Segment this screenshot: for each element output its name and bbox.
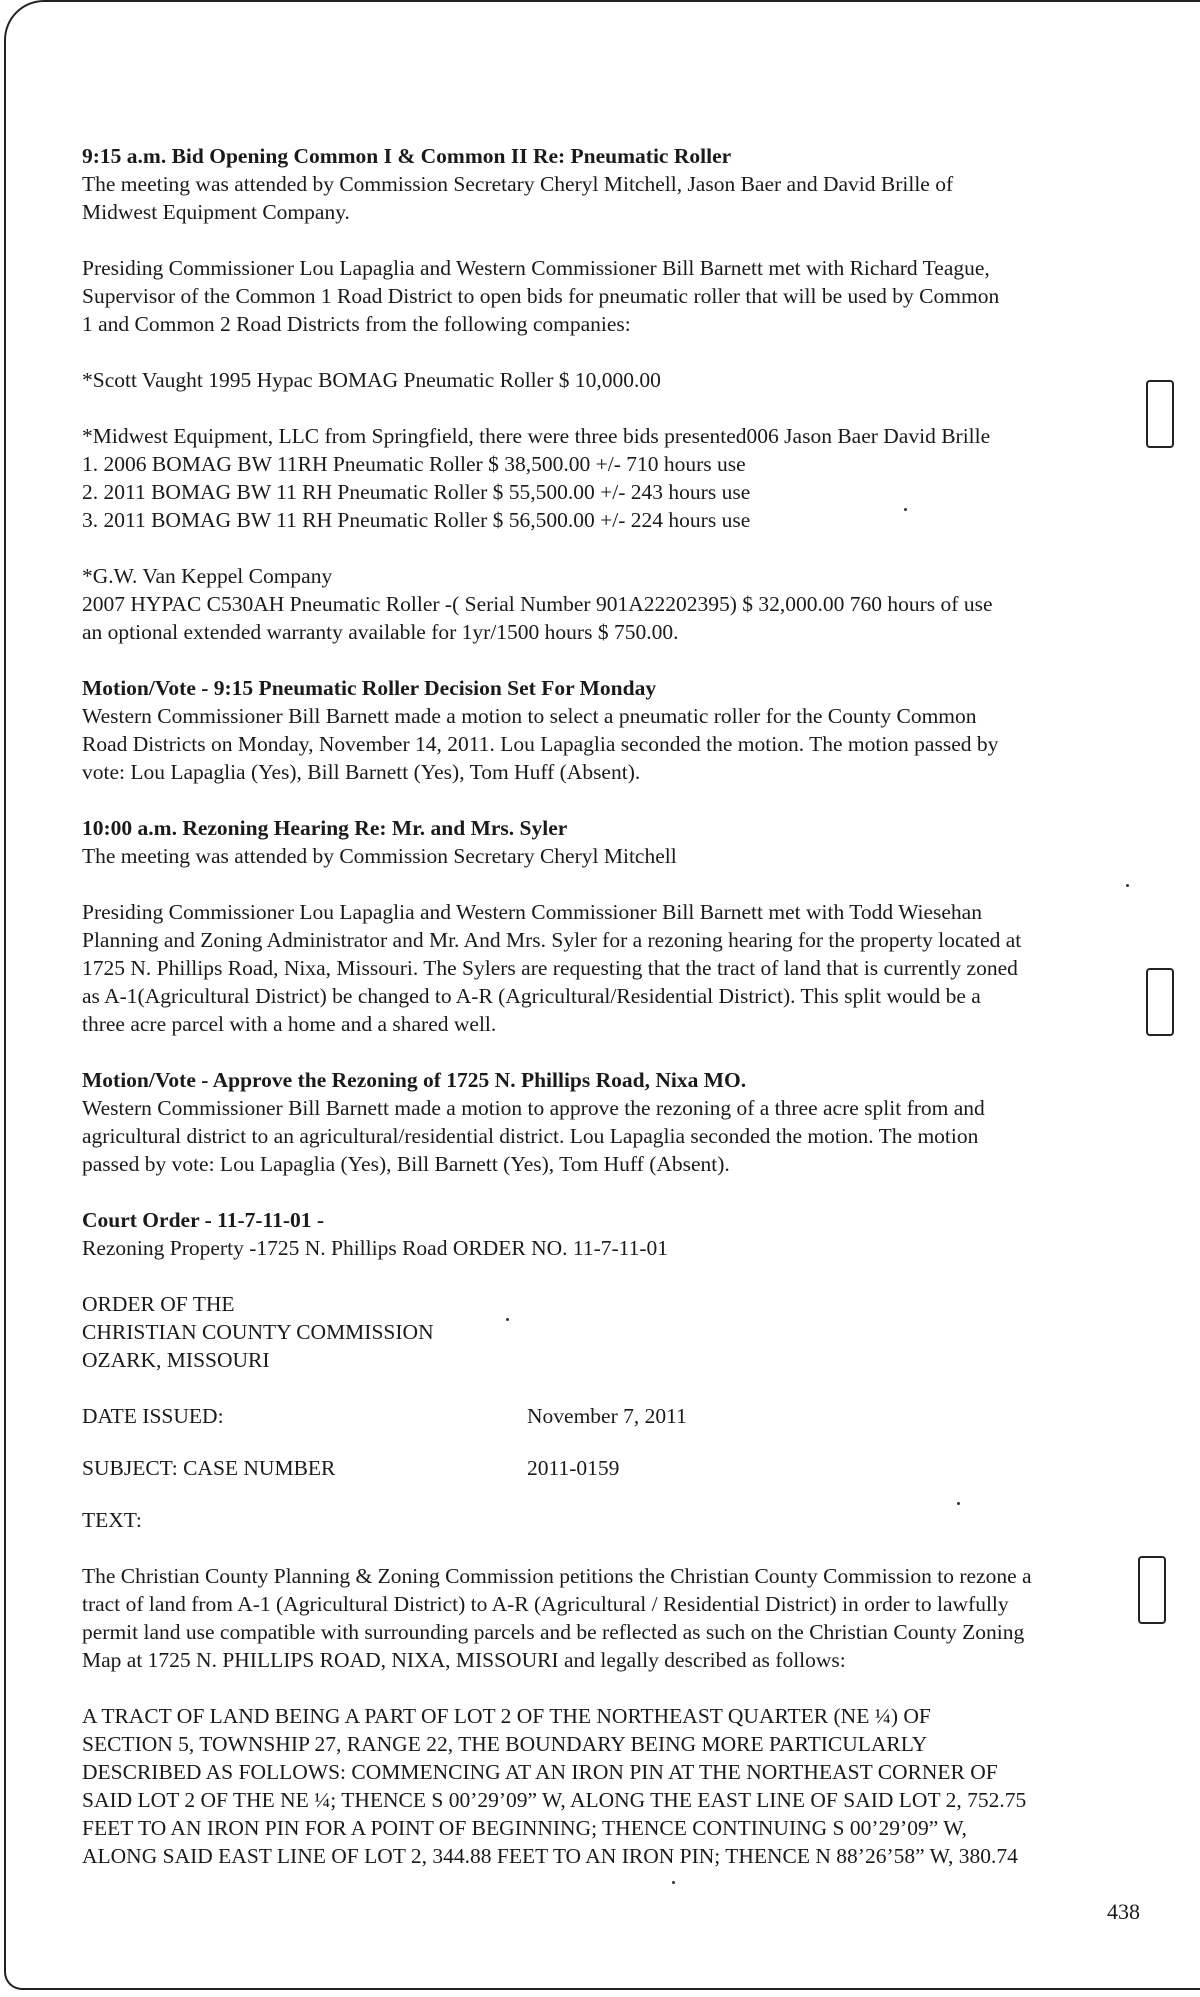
- text-label: TEXT:: [82, 1508, 142, 1532]
- section-heading: Motion/Vote - 9:15 Pneumatic Roller Decision Set For Monday: [82, 676, 657, 700]
- scan-speck: [904, 508, 907, 511]
- text-line: as A-1(Agricultural District) be changed to A-R (Agricultural/Residential District). This split would be a: [82, 984, 981, 1008]
- bid-midwest: [82, 422, 1142, 534]
- text-line: Presiding Commissioner Lou Lapaglia and Western Commissioner Bill Barnett met with Todd Wiesehan: [82, 900, 982, 924]
- text-line: vote: Lou Lapaglia (Yes), Bill Barnett (Yes), Tom Huff (Absent).: [82, 760, 641, 784]
- text-line: *Scott Vaught 1995 Hypac BOMAG Pneumatic Roller $ 10,000.00: [82, 368, 661, 392]
- margin-checkbox: [1138, 1556, 1166, 1624]
- legal-description-paragraph: [82, 1702, 1142, 1870]
- court-order-section: [82, 1206, 1142, 1262]
- text-line: A TRACT OF LAND BEING A PART OF LOT 2 OF THE NORTHEAST QUARTER (NE ¼) OF: [82, 1704, 931, 1728]
- text-line: The Christian County Planning & Zoning Commission petitions the Christian County Commission to rezone a: [82, 1564, 1032, 1588]
- scan-speck: [506, 1318, 509, 1321]
- text-line: Rezoning Property -1725 N. Phillips Road ORDER NO. 11-7-11-01: [82, 1236, 669, 1260]
- bid-opening-section: [82, 142, 1142, 226]
- document-body: [82, 142, 1142, 1898]
- text-line: SAID LOT 2 OF THE NE ¼; THENCE S 00’29’09” W, ALONG THE EAST LINE OF SAID LOT 2, 752.75: [82, 1788, 1027, 1812]
- text-line: 1 and Common 2 Road Districts from the following companies:: [82, 312, 631, 336]
- text-line: Map at 1725 N. PHILLIPS ROAD, NIXA, MISSOURI and legally described as follows:: [82, 1648, 846, 1672]
- section-heading: 9:15 a.m. Bid Opening Common I & Common II Re: Pneumatic Roller: [82, 144, 732, 168]
- rezoning-paragraph: [82, 898, 1142, 1038]
- text-line: OZARK, MISSOURI: [82, 1348, 270, 1372]
- text-line: Road Districts on Monday, November 14, 2011. Lou Lapaglia seconded the motion. The motion passed by: [82, 732, 999, 756]
- text-line: Western Commissioner Bill Barnett made a motion to select a pneumatic roller for the County Common: [82, 704, 977, 728]
- text-line: FEET TO AN IRON PIN FOR A POINT OF BEGINNING; THENCE CONTINUING S 00’29’09” W,: [82, 1816, 967, 1840]
- text-line: ALONG SAID EAST LINE OF LOT 2, 344.88 FEET TO AN IRON PIN; THENCE N 88’26’58” W, 380.74: [82, 1844, 1018, 1868]
- margin-checkbox: [1146, 380, 1174, 448]
- text-line: The meeting was attended by Commission Secretary Cheryl Mitchell: [82, 844, 677, 868]
- text-line: Supervisor of the Common 1 Road District to open bids for pneumatic roller that will be used by Common: [82, 284, 1000, 308]
- margin-checkbox: [1146, 968, 1174, 1036]
- scan-speck: [1126, 884, 1129, 887]
- section-heading: 10:00 a.m. Rezoning Hearing Re: Mr. and Mrs. Syler: [82, 816, 568, 840]
- text-line: *Midwest Equipment, LLC from Springfield, there were three bids presented006 Jason Baer David Brille: [82, 424, 991, 448]
- bid-van-keppel: [82, 562, 1142, 646]
- text-line: ORDER OF THE: [82, 1292, 235, 1316]
- text-line: DESCRIBED AS FOLLOWS: COMMENCING AT AN IRON PIN AT THE NORTHEAST CORNER OF: [82, 1760, 998, 1784]
- date-issued-label: DATE ISSUED:: [82, 1404, 224, 1428]
- date-issued-row: [82, 1402, 1142, 1430]
- text-line: SECTION 5, TOWNSHIP 27, RANGE 22, THE BOUNDARY BEING MORE PARTICULARLY: [82, 1732, 928, 1756]
- case-number-value: 2011-0159: [527, 1456, 620, 1480]
- section-heading: Motion/Vote - Approve the Rezoning of 1725 N. Phillips Road, Nixa MO.: [82, 1068, 747, 1092]
- case-number-label: SUBJECT: CASE NUMBER: [82, 1456, 336, 1480]
- text-line: 1. 2006 BOMAG BW 11RH Pneumatic Roller $ 38,500.00 +/- 710 hours use: [82, 452, 746, 476]
- text-line: an optional extended warranty available for 1yr/1500 hours $ 750.00.: [82, 620, 679, 644]
- text-line: CHRISTIAN COUNTY COMMISSION: [82, 1320, 434, 1344]
- text-line: 3. 2011 BOMAG BW 11 RH Pneumatic Roller $ 56,500.00 +/- 224 hours use: [82, 508, 751, 532]
- order-of-heading: [82, 1290, 1142, 1374]
- text-line: 2. 2011 BOMAG BW 11 RH Pneumatic Roller $ 55,500.00 +/- 243 hours use: [82, 480, 751, 504]
- text-line: *G.W. Van Keppel Company: [82, 564, 333, 588]
- text-line: Western Commissioner Bill Barnett made a motion to approve the rezoning of a three acre split from and: [82, 1096, 985, 1120]
- text-line: Presiding Commissioner Lou Lapaglia and Western Commissioner Bill Barnett met with Richard Teague,: [82, 256, 990, 280]
- bid-intro-paragraph: [82, 254, 1142, 338]
- scan-speck: [672, 1881, 675, 1884]
- date-issued-value: November 7, 2011: [527, 1404, 687, 1428]
- bid-scott-vaught: [82, 366, 1142, 394]
- text-line: permit land use compatible with surrounding parcels and be reflected as such on the Christian County Zoning: [82, 1620, 1025, 1644]
- motion-vote-roller: [82, 674, 1142, 786]
- text-line: 1725 N. Phillips Road, Nixa, Missouri. The Sylers are requesting that the tract of land that is currently zoned: [82, 956, 1018, 980]
- text-line: three acre parcel with a home and a shared well.: [82, 1012, 497, 1036]
- page-number: 438: [1107, 1899, 1140, 1924]
- section-heading: Court Order - 11-7-11-01 -: [82, 1208, 325, 1232]
- petition-paragraph: [82, 1562, 1142, 1674]
- case-number-row: [82, 1454, 1142, 1482]
- motion-vote-rezoning: [82, 1066, 1142, 1178]
- text-line: The meeting was attended by Commission Secretary Cheryl Mitchell, Jason Baer and David Brille of: [82, 172, 954, 196]
- rezoning-hearing-section: [82, 814, 1142, 870]
- text-line: passed by vote: Lou Lapaglia (Yes), Bill Barnett (Yes), Tom Huff (Absent).: [82, 1152, 730, 1176]
- text-line: Planning and Zoning Administrator and Mr. And Mrs. Syler for a rezoning hearing for the property located at: [82, 928, 1022, 952]
- text-line: Midwest Equipment Company.: [82, 200, 350, 224]
- text-line: tract of land from A-1 (Agricultural District) to A-R (Agricultural / Residential District) in order to lawfully: [82, 1592, 1009, 1616]
- text-line: agricultural district to an agricultural/residential district. Lou Lapaglia seconded the motion. The motion: [82, 1124, 979, 1148]
- text-line: 2007 HYPAC C530AH Pneumatic Roller -( Serial Number 901A22202395) $ 32,000.00 760 hours of use: [82, 592, 993, 616]
- scan-speck: [957, 1502, 960, 1505]
- text-label-row: [82, 1506, 1142, 1534]
